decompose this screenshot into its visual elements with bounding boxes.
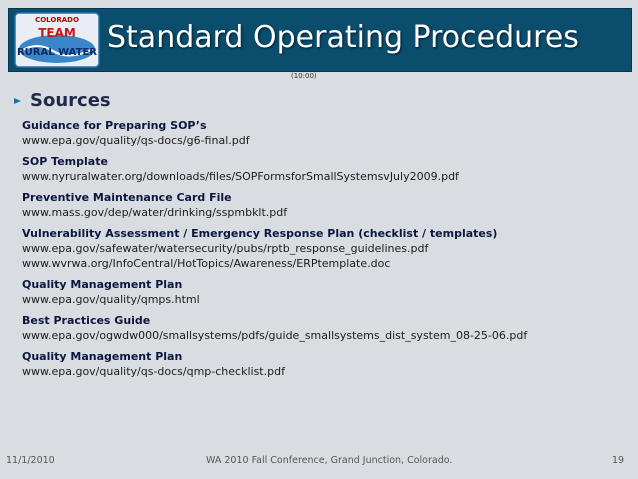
sources-list [22, 118, 622, 385]
source-url[interactable]: www.epa.gov/safewater/watersecurity/pubs/rptb_response_guidelines.pdf [22, 242, 429, 255]
logo-mid-text: TEAM [38, 26, 76, 40]
source-label: Quality Management Plan [22, 278, 183, 291]
arrow-bullet-icon [14, 98, 21, 104]
footer-date: 11/1/2010 [6, 455, 55, 466]
logo-top-text: COLORADO [35, 16, 79, 24]
rural-water-logo-icon [13, 11, 101, 69]
source-url[interactable]: www.wvrwa.org/InfoCentral/HotTopics/Awareness/ERPtemplate.doc [22, 257, 391, 270]
source-entry [22, 277, 622, 307]
source-label: Vulnerability Assessment / Emergency Response Plan (checklist / templates) [22, 227, 498, 240]
source-label: Quality Management Plan [22, 350, 183, 363]
title-banner [8, 8, 632, 72]
slide-title: Standard Operating Procedures [107, 20, 579, 55]
timer-label: (10:00) [291, 72, 317, 80]
source-label: Guidance for Preparing SOP’s [22, 119, 207, 132]
source-url[interactable]: www.nyruralwater.org/downloads/files/SOPFormsforSmallSystemsvJuly2009.pdf [22, 170, 459, 183]
source-url[interactable]: www.epa.gov/ogwdw000/smallsystems/pdfs/guide_smallsystems_dist_system_08-25-06.pdf [22, 329, 528, 342]
source-entry [22, 118, 622, 148]
source-label: Preventive Maintenance Card File [22, 191, 232, 204]
logo-bottom-text: RURAL WATER [16, 47, 98, 58]
source-url[interactable]: www.epa.gov/quality/qmps.html [22, 293, 200, 306]
sources-heading: Sources [30, 90, 111, 111]
source-entry [22, 313, 622, 343]
footer-conference: WA 2010 Fall Conference, Grand Junction, Colorado. [206, 455, 453, 466]
page-number: 19 [612, 455, 625, 466]
source-entry [22, 226, 622, 271]
source-entry [22, 349, 622, 379]
source-url[interactable]: www.mass.gov/dep/water/drinking/sspmbklt.pdf [22, 206, 288, 219]
source-entry [22, 154, 622, 184]
source-url[interactable]: www.epa.gov/quality/qs-docs/qmp-checklist.pdf [22, 365, 285, 378]
source-entry [22, 190, 622, 220]
source-label: Best Practices Guide [22, 314, 151, 327]
source-label: SOP Template [22, 155, 108, 168]
source-url[interactable]: www.epa.gov/quality/qs-docs/g6-final.pdf [22, 134, 250, 147]
